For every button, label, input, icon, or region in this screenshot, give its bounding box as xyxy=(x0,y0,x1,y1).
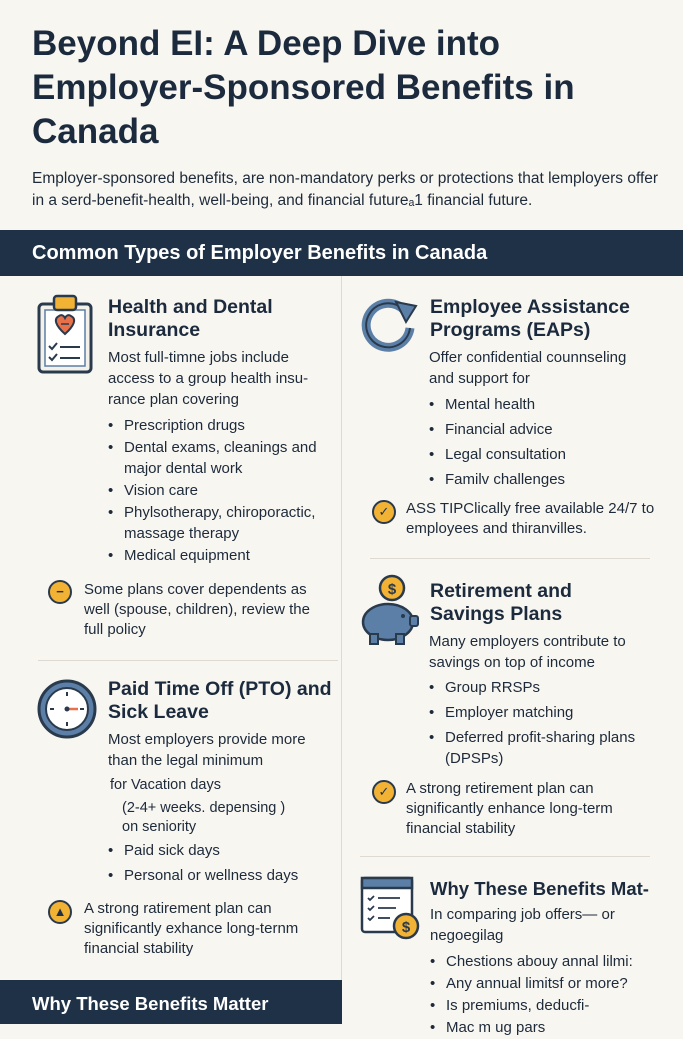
list-item: • Vision care xyxy=(108,480,330,501)
list-item: • Phylsotherapy, chiroporactic, massage therapy xyxy=(108,502,330,544)
right-section-divider-2 xyxy=(360,856,650,857)
why-description: In comparing job offers— or negoegilag xyxy=(430,906,615,944)
health-list xyxy=(108,415,330,567)
column-divider xyxy=(341,276,342,1024)
page-title: Beyond EI: A Deep Dive into Employer-Sponsored Benefits in Canada xyxy=(32,24,575,151)
health-note: Some plans cover dependents as well (spouse, children), review the full policy xyxy=(84,581,310,638)
list-item: • Dental exams, cleanings and major dental work xyxy=(108,437,330,479)
list-item: • Legal consultation xyxy=(429,444,654,465)
retirement-description: Many employers contribute to savings on top of income xyxy=(429,633,626,671)
lock-icon: ▲ xyxy=(48,900,72,924)
pto-note: A strong ratirement plan can significantly exhance long-ternm financial stability xyxy=(84,900,299,957)
eap-list xyxy=(429,394,654,491)
eap-heading: Employee Assistance Programs (EAPs) xyxy=(430,296,630,341)
list-item: • Medical equipment xyxy=(108,545,330,566)
vacation-detail: (2-4+ weeks. depensing ) xyxy=(122,800,286,816)
list-item: • Is premiums, deducfi- xyxy=(430,995,675,1016)
list-item: • Personal or wellness days xyxy=(108,865,330,886)
why-heading: Why These Benefits Mat- xyxy=(430,878,649,899)
pto-list xyxy=(108,840,330,887)
pto-heading: Paid Time Off (PTO) and Sick Leave xyxy=(108,678,332,723)
list-item: • Employer matching xyxy=(429,702,649,723)
eap-note: ASS TIPClically free available 24/7 to employees and thiranvilles. xyxy=(406,500,655,537)
refresh-arrow-icon xyxy=(358,296,420,359)
list-item: • Any annual limitsf or more? xyxy=(430,973,675,994)
list-item: • Chestions abouy annal lilmi: xyxy=(430,951,675,972)
check-circle-icon: ✓ xyxy=(372,780,396,804)
svg-text:$: $ xyxy=(387,581,397,598)
pto-description: Most employers provide more than the legal minimum xyxy=(108,731,306,769)
list-item: • Mental health xyxy=(429,394,654,415)
check-circle-icon: ✓ xyxy=(372,500,396,524)
list-item: • Financial advice xyxy=(429,419,654,440)
list-item: • Paid sick days xyxy=(108,840,330,861)
health-description: Most full-timne jobs include access to a group health insu-rance plan covering xyxy=(108,349,309,408)
health-heading: Health and Dental Insurance xyxy=(108,296,273,341)
clipboard-heart-icon xyxy=(36,294,94,379)
svg-text:$: $ xyxy=(401,919,411,936)
list-item: • Prescription drugs xyxy=(108,415,330,436)
vacation-detail-seniority: on seniority xyxy=(122,819,197,835)
list-item: • Group RRSPs xyxy=(429,677,649,698)
section-banner-types: Common Types of Employer Benefits in Canada xyxy=(0,230,683,276)
list-item: • Familv challenges xyxy=(429,469,654,490)
list-item: • Mac m ug pars xyxy=(430,1017,675,1038)
retirement-note: A strong retirement plan can significantly enhance long-term financial stability xyxy=(406,780,613,837)
left-section-divider xyxy=(38,660,338,661)
why-banner: Why These Benefits Matter xyxy=(0,980,342,1024)
intro-text: Employer-sponsored benefits, are non-mandatory perks or protections that lemployers offer in a serd-benefit-health, well-being, and financial futureₐ1 financial future. xyxy=(32,170,659,209)
checklist-coin-icon xyxy=(360,874,422,945)
eap-description: Offer confidential counnseling and support for xyxy=(429,349,627,387)
why-list xyxy=(430,951,675,1039)
lightbulb-icon: − xyxy=(48,580,72,604)
vacation-label: for Vacation days xyxy=(110,777,221,793)
retirement-heading: Retirement and Savings Plans xyxy=(430,580,572,625)
retirement-list xyxy=(429,677,649,770)
list-item: • Deferred profit-sharing plans (DPSPs) xyxy=(429,727,649,769)
clock-icon xyxy=(36,678,98,745)
piggy-bank-icon xyxy=(358,574,420,651)
right-section-divider-1 xyxy=(370,558,650,559)
